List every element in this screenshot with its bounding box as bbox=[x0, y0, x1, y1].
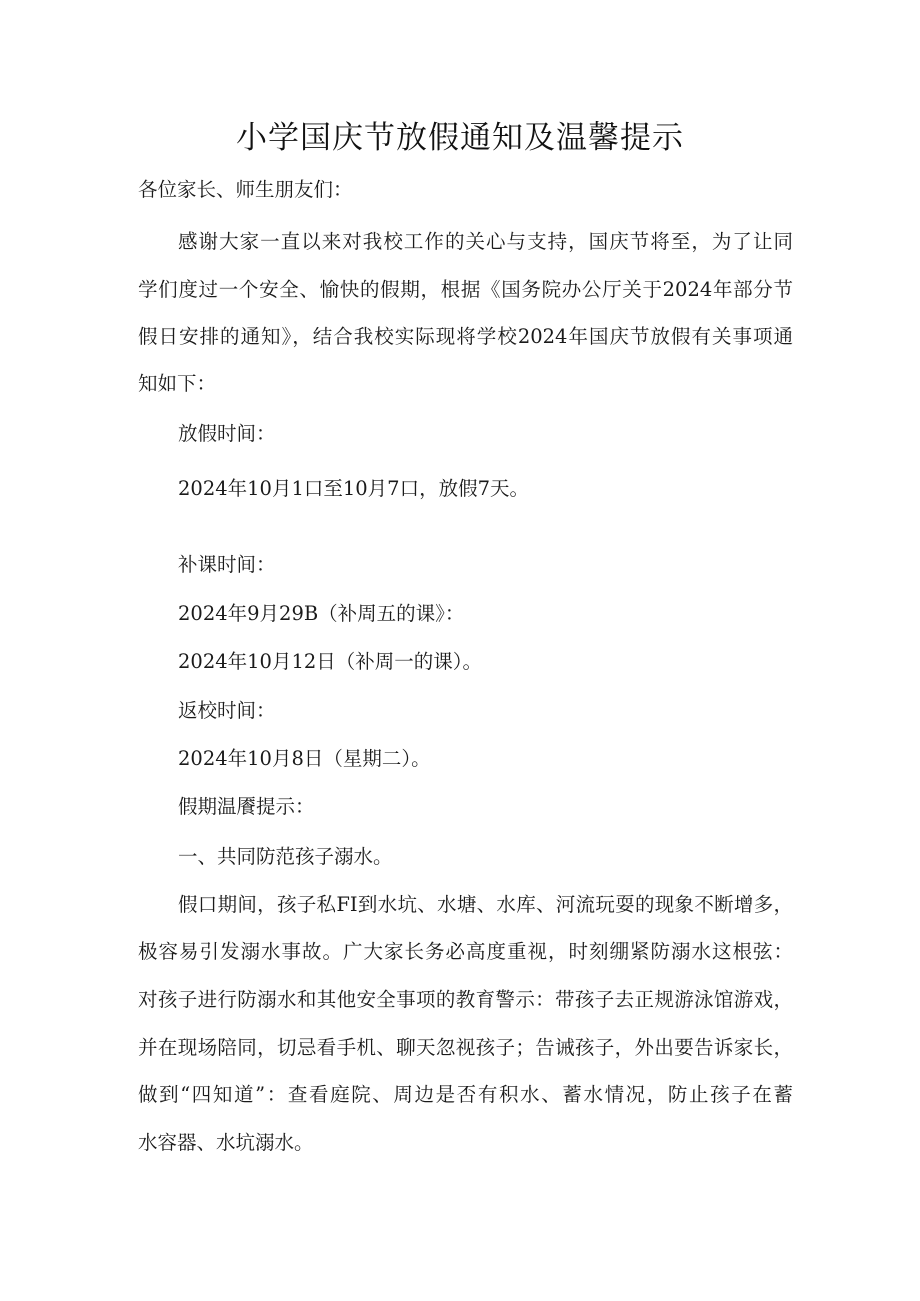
intro-line-2: 学们度过一个安全、愉快的假期，根据《国务院办公厅关于2024年部分节 bbox=[138, 278, 793, 301]
return-label: 返校时间： bbox=[178, 699, 276, 722]
holiday-dates: 2024年10月1口至10月7口，放假7天。 bbox=[178, 477, 529, 500]
makeup-label: 补课时间： bbox=[178, 553, 276, 576]
tips-label: 假期温餍提示： bbox=[178, 795, 315, 818]
tip1-line-5: 做到“四知道”：查看庭院、周边是否有积水、蓄水情况，防止孩子在蓄 bbox=[138, 1083, 793, 1106]
intro-line-1: 感谢大家一直以来对我校工作的关心与支持，国庆节将至，为了让同 bbox=[178, 230, 793, 253]
return-date: 2024年10月8日（星期二）。 bbox=[178, 747, 431, 770]
tip1-line-4: 并在现场陪同，切忌看手机、聊天忽视孩子；告诫孩子，外出要告诉家长， bbox=[138, 1036, 793, 1059]
makeup-date-1: 2024年9月29B（补周五的课》： bbox=[178, 602, 465, 625]
tip1-line-2: 极容易引发溺水事故。广大家长务必高度重视，时刻绷紧防溺水这根弦： bbox=[138, 940, 793, 963]
intro-line-3: 假日安排的通知》，结合我校实际现将学校2024年国庆节放假有关事项通 bbox=[138, 325, 793, 348]
tip1-line-3: 对孩子进行防溺水和其他安全事项的教育警示：带孩子去正规游泳馆游戏， bbox=[138, 988, 793, 1011]
document-title: 小学国庆节放假通知及温馨提示 bbox=[236, 120, 684, 156]
holiday-label: 放假时间： bbox=[178, 422, 276, 445]
tip1-heading: 一、共同防范孩子溺水。 bbox=[178, 845, 393, 868]
intro-line-4: 知如下： bbox=[138, 372, 217, 395]
tip1-line-1: 假口期间，孩子私FI到水坑、水塘、水库、河流玩耍的现象不断增多， bbox=[178, 893, 793, 916]
salutation: 各位家长、师生朋友们： bbox=[138, 178, 353, 201]
makeup-date-2: 2024年10月12日（补周一的课）。 bbox=[178, 650, 483, 673]
tip1-line-6: 水容器、水坑溺水。 bbox=[138, 1131, 314, 1154]
